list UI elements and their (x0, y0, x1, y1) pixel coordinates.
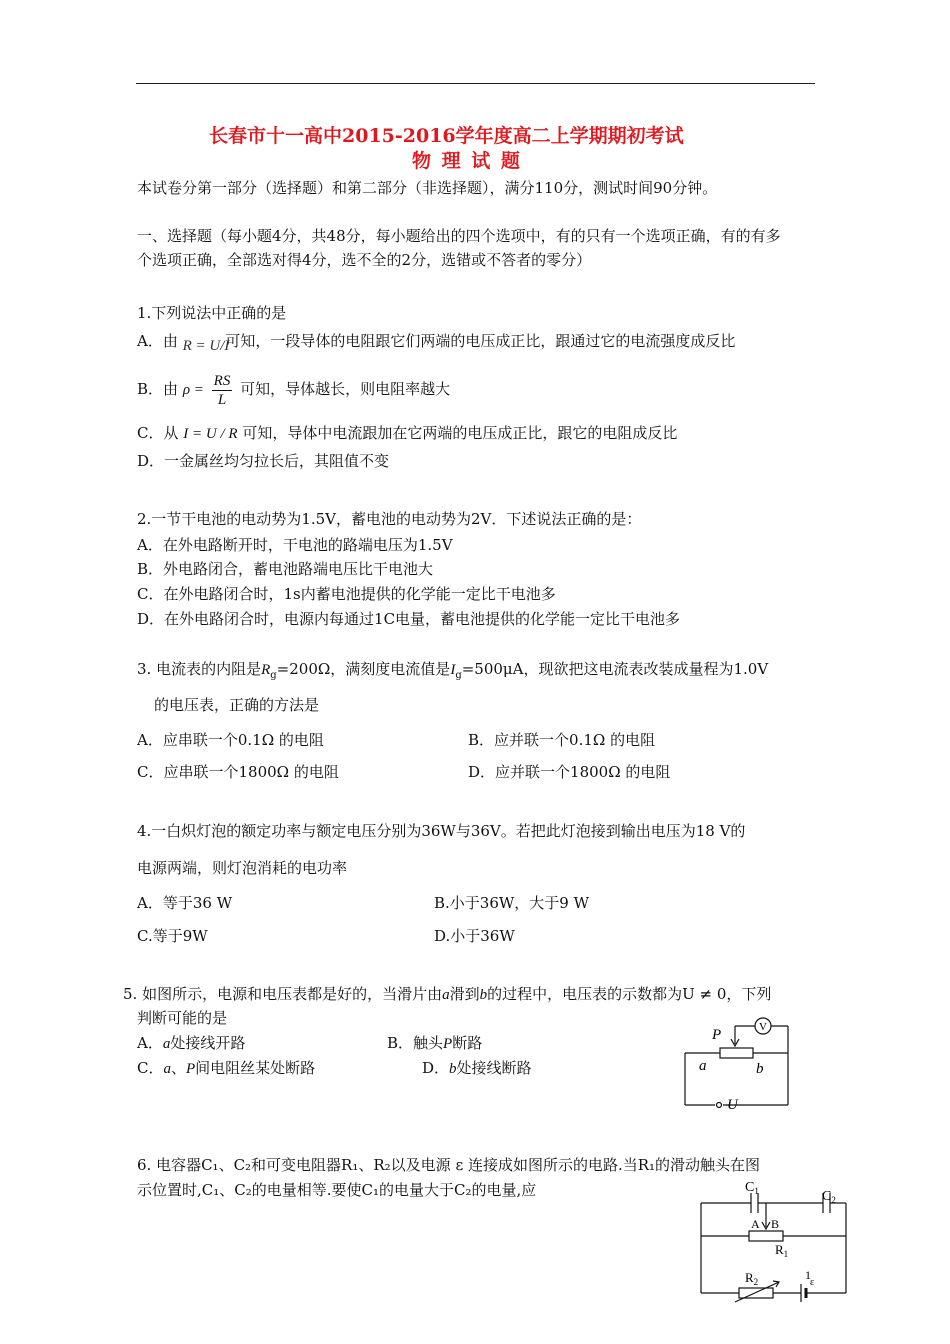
q3-stem-line2: 的电压表，正确的方法是 (154, 696, 320, 714)
q5-b-prefix: B．触头 (387, 1034, 444, 1052)
q3-stem-part1: 3. 电流表的内阻是 (137, 660, 262, 678)
q5-option-c (137, 1058, 315, 1079)
q5-c-sep: 、 (170, 1059, 186, 1077)
q6-circuit-diagram (695, 1178, 855, 1308)
q1-b-prefix: B．由 (137, 380, 179, 398)
q5-stem (123, 984, 771, 1005)
q3-rg: R (261, 662, 271, 678)
q1-option-a (137, 331, 736, 354)
q1-c-prefix: C．从 (137, 424, 179, 442)
q5-fig-label-b: b (756, 1061, 764, 1077)
q4-stem: 4.一白炽灯泡的额定功率与额定电压分别为36W与36V。若把此灯泡接到输出电压为18 V的 (137, 822, 746, 840)
section-instructions-1: 一、选择题（每小题4分，共48分，每小题给出的四个选项中，有的只有一个选项正确，有的有多 (137, 227, 781, 245)
q5-var-a: a (442, 987, 450, 1003)
q5-stem-line2: 判断可能的是 (137, 1009, 228, 1027)
q1-option-c (137, 423, 677, 444)
q5-stem-part1: 5. 如图所示，电源和电压表都是好的，当滑片由 (123, 985, 443, 1003)
q3-option-a: A．应串联一个0.1Ω 的电阻 (137, 731, 324, 749)
q5-c-var2: P (186, 1061, 196, 1077)
q5-circuit-diagram (675, 1018, 800, 1113)
q5-a-text: 处接线开路 (170, 1034, 246, 1052)
q4-option-c: C.等于9W (137, 927, 208, 945)
q3-ig-sub: g (455, 670, 462, 681)
q2-option-d: D．在外电路闭合时，电源内每通过1C电量，蓄电池提供的化学能一定比干电池多 (137, 610, 681, 628)
q1-a-text: 可知，一段导体的电阻跟它们两端的电压成正比，跟通过它的电流强度成反比 (225, 332, 736, 350)
q2-stem: 2.一节干电池的电动势为1.5V，蓄电池的电动势为2V．下述说法正确的是： (137, 510, 642, 528)
q5-b-text: 断路 (452, 1034, 483, 1052)
q6-stem-line2: 示位置时,C₁、C₂的电量相等.要使C₁的电量大于C₂的电量,应 (137, 1181, 537, 1199)
q5-c-text: 间电阻丝某处断路 (195, 1059, 316, 1077)
q5-fig-label-a: a (699, 1058, 707, 1074)
page-subtitle: 物 理 试 题 (412, 150, 522, 172)
q3-option-b: B．应并联一个0.1Ω 的电阻 (468, 731, 656, 749)
q2-option-c: C．在外电路闭合时，1s内蓄电池提供的化学能一定比干电池多 (137, 585, 556, 603)
q5-fig-label-p: P (712, 1027, 722, 1043)
q1-b-numerator: RS (213, 372, 231, 389)
q2-option-b: B．外电路闭合，蓄电池路端电压比干电池大 (137, 560, 434, 578)
q6-fig-label-c2 (822, 1189, 836, 1205)
exam-intro: 本试卷分第一部分（选择题）和第二部分（非选择题），满分110分，测试时间90分钟。 (137, 179, 718, 197)
q6-fig-label-c1 (745, 1180, 759, 1196)
q5-option-a (137, 1033, 245, 1054)
q6-fig-c2-sub: 2 (831, 1195, 836, 1205)
q5-var-b: b (479, 987, 488, 1003)
q4-option-d: D.小于36W (434, 927, 515, 945)
q1-option-b (137, 370, 450, 409)
q3-option-d: D．应并联一个1800Ω 的电阻 (468, 763, 671, 781)
q1-b-fraction (212, 372, 233, 409)
q6-fig-label-eps: ε (810, 1277, 815, 1288)
q5-b-var: P (443, 1036, 453, 1052)
q1-a-prefix: A．由 (137, 332, 178, 350)
q3-stem (137, 659, 768, 686)
q5-option-d (422, 1058, 532, 1079)
q6-fig-r1-sub: 1 (783, 1249, 789, 1259)
q6-fig-label-1: 1 (805, 1268, 811, 1282)
q5-c-var1: a (163, 1061, 171, 1077)
q5-d-prefix: D． (422, 1059, 450, 1077)
q6-fig-label-a: A (751, 1217, 760, 1231)
q6-fig-c1-letter: C (745, 1180, 755, 1195)
q1-stem: 1.下列说法中正确的是 (137, 304, 287, 322)
page-title: 长春市十一高中2015-2016学年度高二上学期期初考试 (209, 125, 684, 147)
q5-fig-label-u: U (727, 1097, 738, 1113)
q3-ig: I (450, 662, 456, 678)
q1-option-d: D．一金属丝均匀拉长后，其阻值不变 (137, 452, 390, 470)
q6-fig-label-r1 (775, 1242, 788, 1259)
q5-c-prefix: C． (137, 1059, 164, 1077)
q4-option-b: B.小于36W，大于9 W (434, 894, 590, 912)
q5-stem-part3: 的过程中，电压表的示数都为U ≠ 0，下列 (487, 985, 772, 1003)
q6-fig-label-r2 (745, 1270, 758, 1287)
q3-stem-part2: =200Ω，满刻度电流值是 (276, 660, 451, 678)
q5-stem-part2: 滑到 (449, 985, 480, 1003)
q3-rg-sub: g (270, 670, 277, 681)
section-instructions-2: 个选项正确，全部选对得4分，选不全的2分，选错或不答者的零分） (137, 251, 592, 269)
q1-c-text: 可知，导体中电流跟加在它两端的电压成正比，跟它的电阻成反比 (242, 424, 678, 442)
q1-b-rho: ρ = (182, 382, 204, 398)
q1-b-text: 可知，导体越长，则电阻率越大 (240, 380, 451, 398)
q5-d-var: b (449, 1061, 457, 1077)
q6-fig-r2-letter: R (745, 1270, 754, 1285)
q6-fig-r2-sub: 2 (753, 1277, 759, 1287)
q4-option-a: A．等于36 W (137, 894, 233, 912)
header-rule (136, 83, 815, 84)
q6-fig-c2-letter: C (822, 1189, 832, 1204)
q5-a-prefix: A． (137, 1034, 163, 1052)
q6-stem: 6. 电容器C₁、C₂和可变电阻器R₁、R₂以及电源 ε 连接成如图所示的电路.当R₁的滑动触头在图 (137, 1156, 761, 1174)
q2-option-a: A．在外电路断开时，干电池的路端电压为1.5V (137, 536, 453, 554)
q1-c-formula: I = U / R (183, 426, 238, 442)
q5-d-text: 处接线断路 (456, 1059, 532, 1077)
q6-fig-c1-sub: 1 (754, 1186, 759, 1196)
q5-fig-label-v: V (759, 1021, 767, 1033)
q6-fig-r1-letter: R (775, 1242, 784, 1257)
q6-fig-label-b: B (771, 1217, 780, 1231)
q4-stem-line2: 电源两端，则灯泡消耗的电功率 (137, 859, 348, 877)
q5-a-var: a (162, 1036, 171, 1052)
q1-a-formula: R = U/I (182, 338, 230, 354)
q1-b-denominator: L (217, 391, 227, 408)
q5-option-b (387, 1033, 482, 1054)
q3-option-c: C．应串联一个1800Ω 的电阻 (137, 763, 339, 781)
q3-stem-part3: =500μA，现欲把这电流表改装成量程为1.0V (461, 660, 769, 678)
